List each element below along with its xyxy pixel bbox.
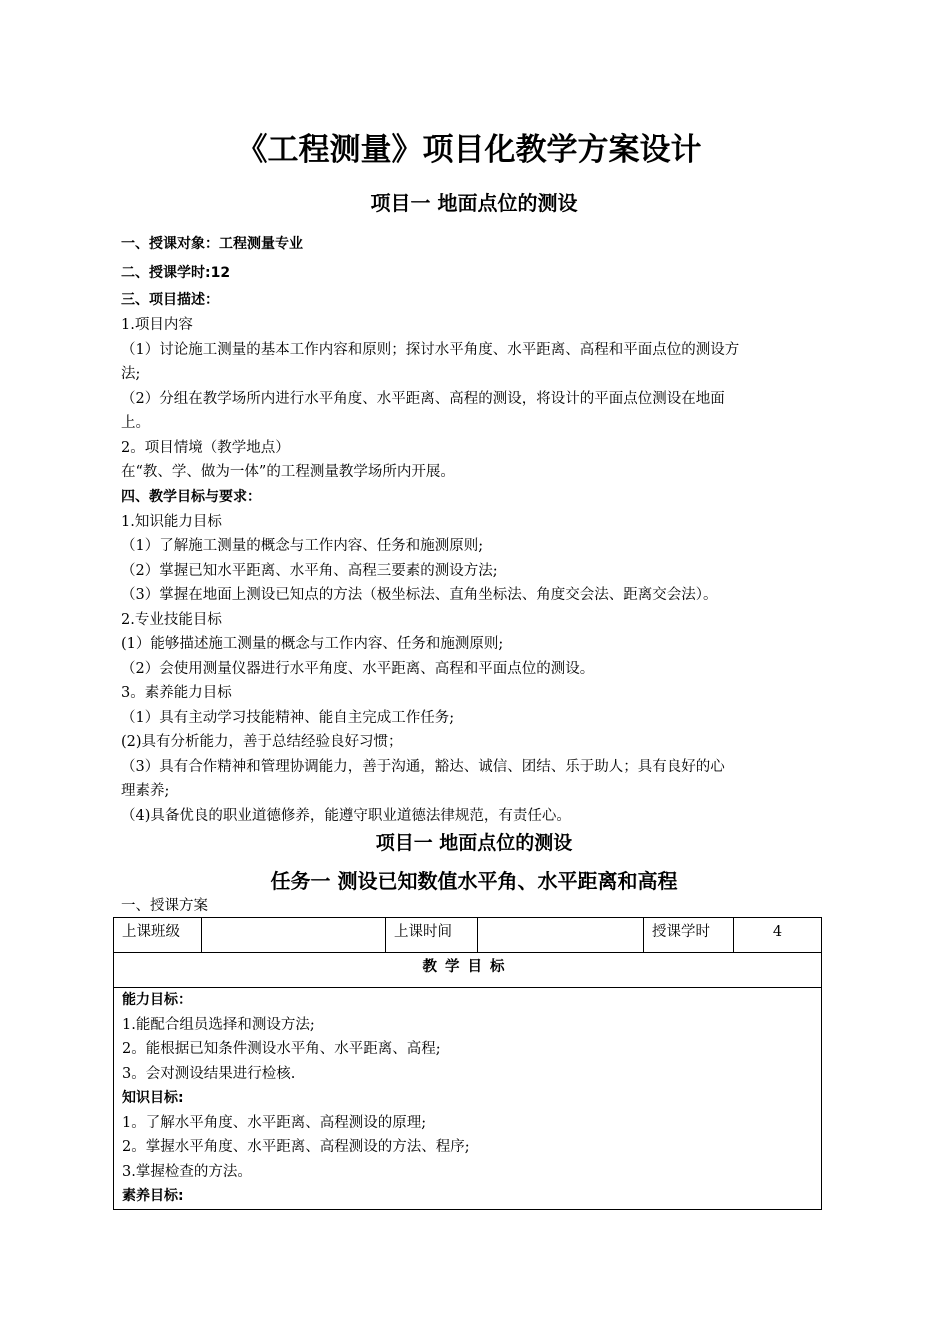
table-row xyxy=(114,988,822,1210)
objectives-cell xyxy=(114,988,822,1210)
section-goals: 四、教学目标与要求： xyxy=(121,488,261,505)
class-label: 上课班级 xyxy=(114,918,202,953)
knowledge-line: 2。掌握水平角度、水平距离、高程测设的方法、程序; xyxy=(122,1139,470,1155)
goal-line: 3。素养能力目标 xyxy=(121,685,232,701)
desc-line: 在“教、学、做为一体”的工程测量教学场所内开展。 xyxy=(121,464,455,480)
goal-line: （2）会使用测量仪器进行水平角度、水平距离、高程和平面点位的测设。 xyxy=(121,660,595,677)
desc-line: （1）讨论施工测量的基本工作内容和原则；探讨水平角度、水平距离、高程和平面点位的测设方 xyxy=(121,341,740,358)
desc-line: 法; xyxy=(121,366,141,382)
knowledge-line: 1。了解水平角度、水平距离、高程测设的原理; xyxy=(122,1114,427,1131)
time-value xyxy=(478,918,644,953)
plan-label: 一、授课方案 xyxy=(121,898,208,914)
ability-heading: 能力目标： xyxy=(122,992,192,1008)
section-description: 三、项目描述： xyxy=(121,292,219,308)
table-row xyxy=(114,953,822,988)
literacy-heading: 素养目标: xyxy=(122,1188,184,1204)
task-title: 任务一 测设已知数值水平角、水平距离和高程 xyxy=(270,869,678,893)
knowledge-line: 3.掌握检查的方法。 xyxy=(122,1163,252,1180)
goal-line: 1.知识能力目标 xyxy=(121,513,222,530)
section-audience: 一、授课对象：工程测量专业 xyxy=(121,236,303,252)
time-label: 上课时间 xyxy=(386,918,478,953)
ability-line: 2。能根据已知条件测设水平角、水平距离、高程; xyxy=(122,1041,441,1057)
ability-line: 3。会对测设结果进行检核. xyxy=(122,1065,296,1082)
goal-line: 2.专业技能目标 xyxy=(121,611,222,628)
project-title-repeat: 项目一 地面点位的测设 xyxy=(375,832,573,854)
goal-line: （3）具有合作精神和管理协调能力，善于沟通，豁达、诚信、团结、乐于助人；具有良好的心 xyxy=(121,758,725,775)
section-hours: 二、授课学时:12 xyxy=(121,265,231,281)
class-value xyxy=(202,918,386,953)
section-block xyxy=(121,232,827,828)
desc-line: 上。 xyxy=(121,415,150,431)
knowledge-heading: 知识目标: xyxy=(122,1090,184,1106)
goal-line: (2)具有分析能力，善于总结经验良好习惯； xyxy=(121,734,403,750)
project-title: 项目一 地面点位的测设 xyxy=(370,191,578,215)
goal-line: (1）能够描述施工测量的概念与工作内容、任务和施测原则; xyxy=(121,636,504,652)
desc-line: 2。项目情境（教学地点） xyxy=(121,439,290,456)
goal-line: （1）了解施工测量的概念与工作内容、任务和施测原则; xyxy=(121,538,484,554)
document-body xyxy=(121,128,827,916)
table-row xyxy=(114,918,822,953)
hours-label: 授课学时 xyxy=(644,918,734,953)
goal-line: （2）掌握已知水平距离、水平角、高程三要素的测设方法; xyxy=(121,562,498,579)
goal-line: 理素养; xyxy=(121,783,170,799)
desc-line: （2）分组在教学场所内进行水平角度、水平距离、高程的测设，将设计的平面点位测设在地面 xyxy=(121,390,725,407)
doc-title: 《工程测量》项目化教学方案设计 xyxy=(236,132,702,168)
ability-line: 1.能配合组员选择和测设方法; xyxy=(122,1016,315,1033)
goal-line: （3）掌握在地面上测设已知点的方法（极坐标法、直角坐标法、角度交会法、距离交会法）。 xyxy=(121,587,718,603)
goal-line: （1）具有主动学习技能精神、能自主完成工作任务; xyxy=(121,709,455,726)
desc-line: 1.项目内容 xyxy=(121,317,193,333)
lesson-plan-table xyxy=(113,917,822,1210)
hours-value: 4 xyxy=(734,918,822,953)
objectives-heading: 教学目标 xyxy=(114,953,822,988)
goal-line: （4)具备优良的职业道德修养，能遵守职业道德法律规范，有责任心。 xyxy=(121,807,571,824)
